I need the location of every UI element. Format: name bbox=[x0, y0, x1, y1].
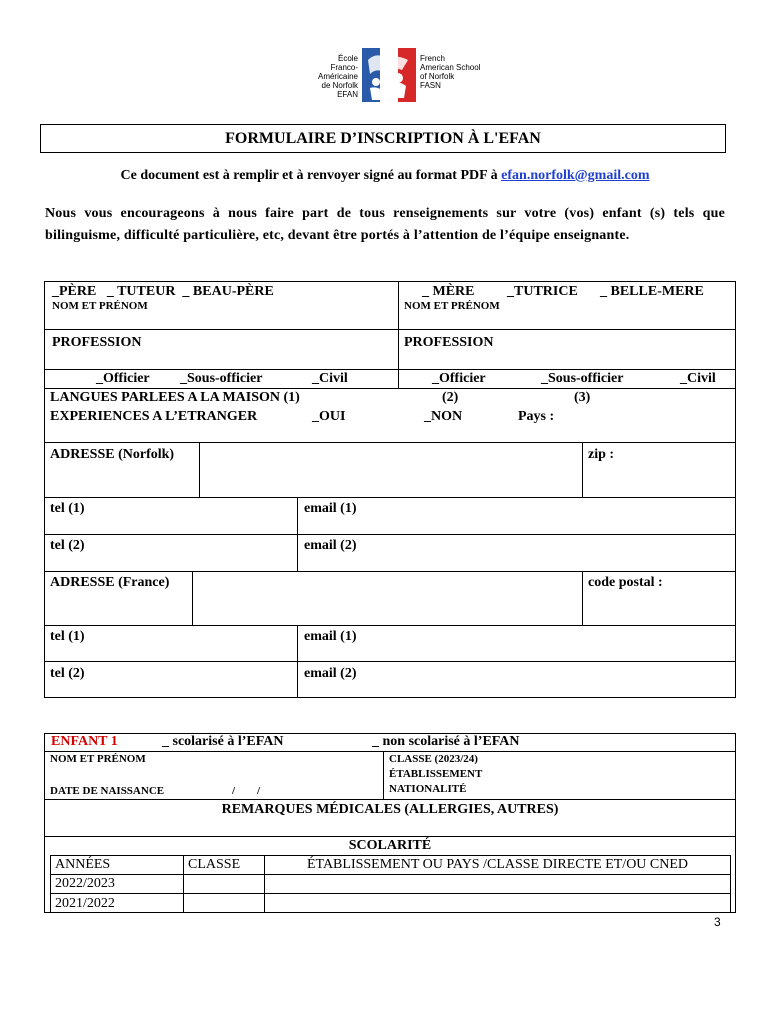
enfant-classe-label: CLASSE (2023/24) bbox=[389, 753, 478, 765]
father-name-label: NOM ET PRÉNOM bbox=[52, 300, 148, 312]
tel2-label: tel (2) bbox=[50, 538, 85, 553]
logo-line: EFAN bbox=[337, 90, 358, 99]
scolarite-heading: SCOLARITÉ bbox=[348, 838, 432, 853]
father-sous-officier[interactable]: _Sous-officier bbox=[180, 371, 263, 386]
enfant-etablissement-label: ÉTABLISSEMENT bbox=[389, 768, 483, 780]
experiences-label: EXPERIENCES A L’ETRANGER bbox=[50, 409, 258, 424]
tel1-france-label: tel (1) bbox=[50, 629, 85, 644]
logo-line: FASN bbox=[420, 81, 441, 90]
scolarise-option[interactable]: _ scolarisé à l’EFAN bbox=[162, 734, 284, 749]
father-officier[interactable]: _Officier bbox=[96, 371, 150, 386]
email2-label: email (2) bbox=[304, 538, 357, 553]
father-civil[interactable]: _Civil bbox=[312, 371, 348, 386]
langues-2: (2) bbox=[442, 390, 459, 405]
father-profession-label: PROFESSION bbox=[52, 335, 142, 350]
zip-label: zip : bbox=[588, 447, 615, 462]
intro-text: Ce document est à remplir et à renvoyer signé au format PDF à bbox=[120, 168, 502, 183]
non-scolarise-option[interactable]: _ non scolarisé à l’EFAN bbox=[372, 734, 520, 749]
tel1-label: tel (1) bbox=[50, 501, 85, 516]
intro-line bbox=[0, 168, 770, 184]
langues-label: LANGUES PARLEES A LA MAISON (1) bbox=[50, 390, 300, 405]
mother-profession-label: PROFESSION bbox=[404, 335, 494, 350]
logo-line: École bbox=[337, 54, 358, 63]
date-slashes: / / bbox=[232, 785, 261, 797]
experiences-pays: Pays : bbox=[518, 409, 555, 424]
form-title: FORMULAIRE D’INSCRIPTION À L'EFAN bbox=[40, 124, 726, 153]
belle-mere-role[interactable]: _ BELLE-MERE bbox=[600, 284, 704, 299]
mother-role[interactable]: _ MÈRE bbox=[422, 284, 475, 299]
mother-officier[interactable]: _Officier bbox=[432, 371, 486, 386]
experiences-non[interactable]: _NON bbox=[424, 409, 463, 424]
logo-line: French bbox=[420, 54, 445, 63]
adresse-france-label: ADRESSE (France) bbox=[50, 575, 170, 590]
email2-france-label: email (2) bbox=[304, 666, 357, 681]
intro-paragraph: Nous vous encourageons à nous faire part de tous renseignements sur votre (vos) enfant (s) tels que bilinguisme, difficulté particulière, etc, devant être portés à l’attention de l’équipe enseignante. bbox=[45, 206, 725, 243]
row-year-2: 2021/2022 bbox=[55, 896, 115, 911]
code-postal-label: code postal : bbox=[588, 575, 663, 590]
logo-right-text bbox=[420, 54, 490, 90]
enfant-nom-label: NOM ET PRÉNOM bbox=[50, 753, 146, 765]
enfant-naissance-label: DATE DE NAISSANCE bbox=[50, 785, 165, 797]
logo-left-text bbox=[300, 54, 358, 99]
email1-france-label: email (1) bbox=[304, 629, 357, 644]
enfant-nationalite-label: NATIONALITÉ bbox=[389, 783, 467, 795]
adresse-norfolk-label: ADRESSE (Norfolk) bbox=[50, 447, 175, 462]
remarques-medicales: REMARQUES MÉDICALES (ALLERGIES, AUTRES) bbox=[221, 802, 559, 817]
col-classe: CLASSE bbox=[188, 857, 241, 872]
email1-label: email (1) bbox=[304, 501, 357, 516]
logo-line: Franco-Américaine bbox=[317, 63, 358, 81]
enfant-title: ENFANT 1 bbox=[51, 734, 118, 749]
col-annees: ANNÉES bbox=[55, 857, 111, 872]
logo-line: de Norfolk bbox=[321, 81, 358, 90]
school-logo-icon bbox=[362, 48, 416, 102]
langues-3: (3) bbox=[574, 390, 591, 405]
email-link[interactable]: efan.norfolk@gmail.com bbox=[501, 168, 650, 183]
father-roles[interactable]: _PÈRE _ TUTEUR _ BEAU-PÈRE bbox=[52, 284, 274, 299]
col-etablissement: ÉTABLISSEMENT OU PAYS /CLASSE DIRECTE ET/OU CNED bbox=[306, 857, 689, 872]
row-year-1: 2022/2023 bbox=[55, 876, 115, 891]
mother-sous-officier[interactable]: _Sous-officier bbox=[541, 371, 624, 386]
logo-line: of Norfolk bbox=[420, 72, 455, 81]
experiences-oui[interactable]: _OUI bbox=[312, 409, 346, 424]
parents-table bbox=[44, 281, 736, 698]
tel2-france-label: tel (2) bbox=[50, 666, 85, 681]
page-number: 3 bbox=[714, 915, 721, 929]
mother-civil[interactable]: _Civil bbox=[680, 371, 716, 386]
logo-line: American School bbox=[420, 63, 481, 72]
mother-name-label: NOM ET PRÉNOM bbox=[404, 300, 500, 312]
tutrice-role[interactable]: _TUTRICE bbox=[507, 284, 578, 299]
